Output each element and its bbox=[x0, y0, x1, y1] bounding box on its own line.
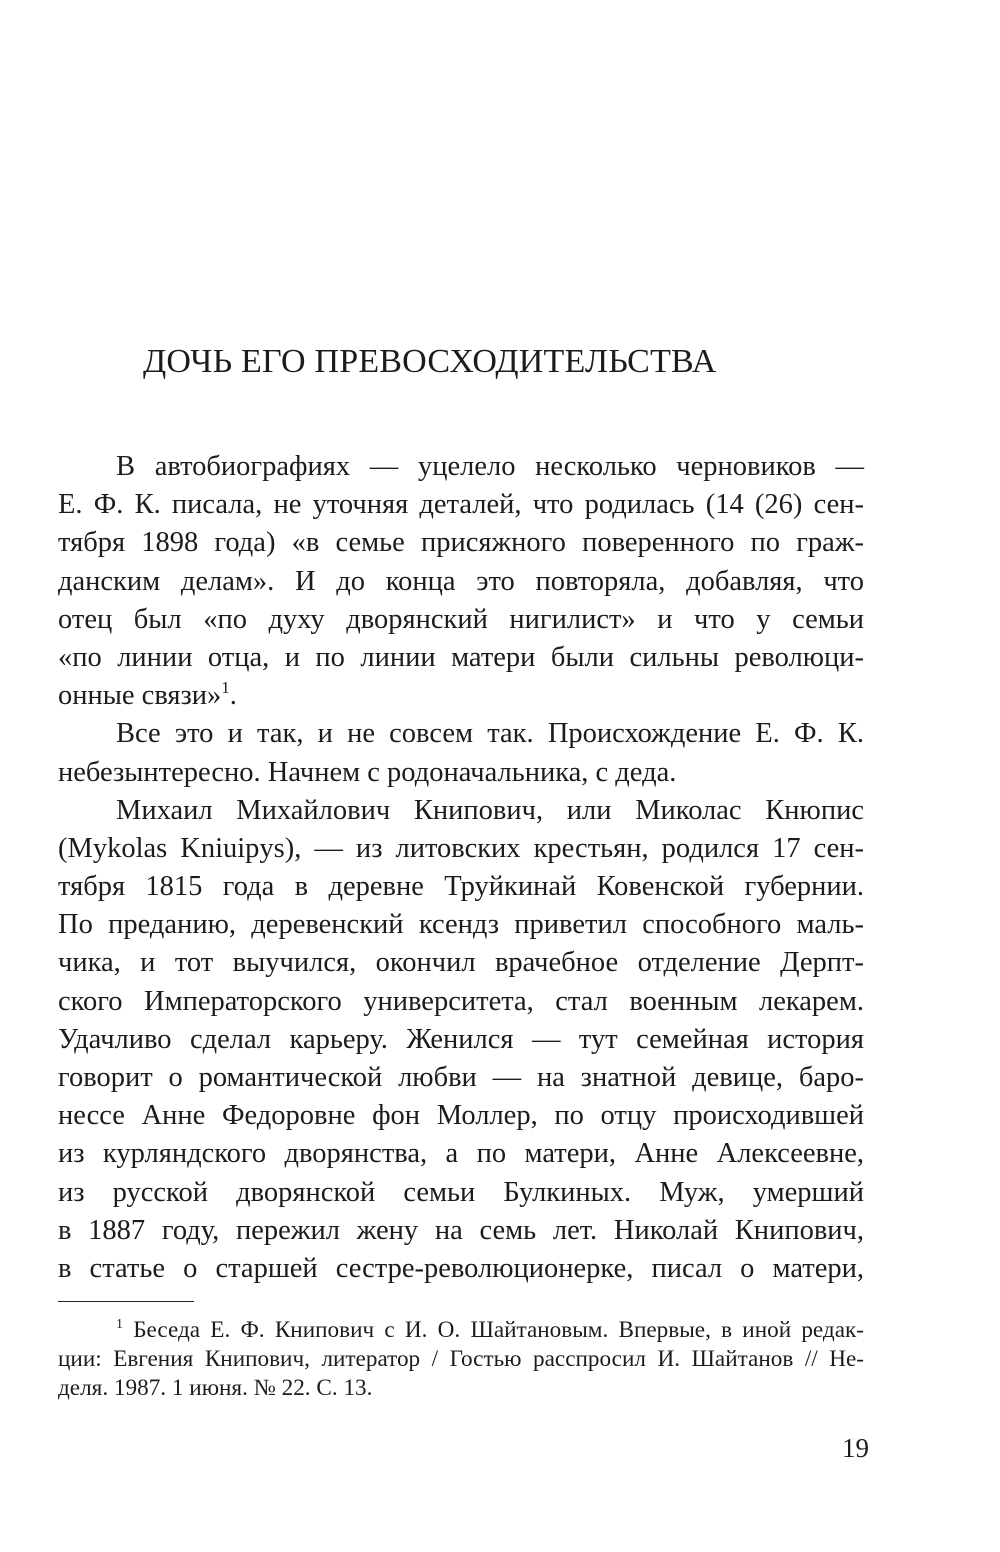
text-line: По преданию, деревенский ксендз приветил способного маль- bbox=[58, 909, 864, 941]
text-line: нессе Анне Федоровне фон Моллер, по отцу происходившей bbox=[58, 1100, 864, 1132]
body-text bbox=[58, 448, 864, 1288]
footnote-line bbox=[58, 1316, 864, 1345]
text-line: из русской дворянской семьи Булкиных. Муж, умерший bbox=[58, 1176, 864, 1208]
page-number: 19 bbox=[842, 1433, 869, 1463]
text-line: чика, и тот выучился, окончил врачебное отделение Дерпт- bbox=[58, 947, 864, 979]
text-line: В автобиографиях — уцелело несколько черновиков — bbox=[116, 451, 864, 482]
text-line: в статье о старшей сестре-революционерке, писал о матери, bbox=[58, 1252, 864, 1284]
text-line: Все это и так, и не совсем так. Происхождение Е. Ф. К. bbox=[116, 718, 864, 750]
text-line: тября 1898 года) «в семье присяжного поверенного по граж- bbox=[58, 527, 864, 559]
text-line: (Mykolas Kniuipys), — из литовских крестьян, родился 17 сен- bbox=[58, 832, 864, 864]
footnote-reference[interactable]: 1 bbox=[221, 678, 230, 698]
text-line: данским делам». И до конца это повторяла, добавляя, что bbox=[58, 565, 864, 597]
footnote-line: деля. 1987. 1 июня. № 22. С. 13. bbox=[58, 1374, 373, 1401]
footnote-divider bbox=[58, 1301, 194, 1302]
text-line-content: онные связи» bbox=[58, 680, 222, 712]
text-line: Михаил Михайлович Книпович, или Миколас Кнюпис bbox=[116, 794, 864, 826]
text-line: небезынтересно. Начнем с родоначальника, с деда. bbox=[58, 756, 677, 788]
footnote-marker: 1 bbox=[116, 1317, 123, 1332]
text-line bbox=[58, 677, 864, 715]
text-line: тября 1815 года в деревне Труйкинай Ковенской губернии. bbox=[58, 871, 864, 903]
text-line: Удачливо сделал карьеру. Женился — тут семейная история bbox=[58, 1023, 864, 1055]
footnote bbox=[58, 1316, 864, 1402]
text-line: в 1887 году, пережил жену на семь лет. Николай Книпович, bbox=[58, 1214, 864, 1246]
chapter-title: ДОЧЬ ЕГО ПРЕВОСХОДИТЕЛЬСТВА bbox=[143, 343, 717, 380]
text-line: отец был «по духу дворянский нигилист» и что у семьи bbox=[58, 603, 864, 635]
text-line: «по линии отца, и по линии матери были сильны революци- bbox=[58, 641, 864, 673]
text-line: из курляндского дворянства, а по матери, Анне Алексеевне, bbox=[58, 1138, 864, 1170]
footnote-line: ции: Евгения Книпович, литератор / Гостью расспросил И. Шайтанов // Не- bbox=[58, 1345, 864, 1372]
text-line-tail: . bbox=[229, 680, 237, 712]
text-line: говорит о романтической любви — на знатной девице, баро- bbox=[58, 1062, 864, 1093]
text-line: ского Императорского университета, стал военным лекарем. bbox=[58, 985, 864, 1017]
footnote-line-content: Беседа Е. Ф. Книпович с И. О. Шайтановым. Впервые, в иной редак- bbox=[133, 1317, 864, 1343]
text-line: Е. Ф. К. писала, не уточняя деталей, что родилась (14 (26) сен- bbox=[58, 489, 864, 521]
